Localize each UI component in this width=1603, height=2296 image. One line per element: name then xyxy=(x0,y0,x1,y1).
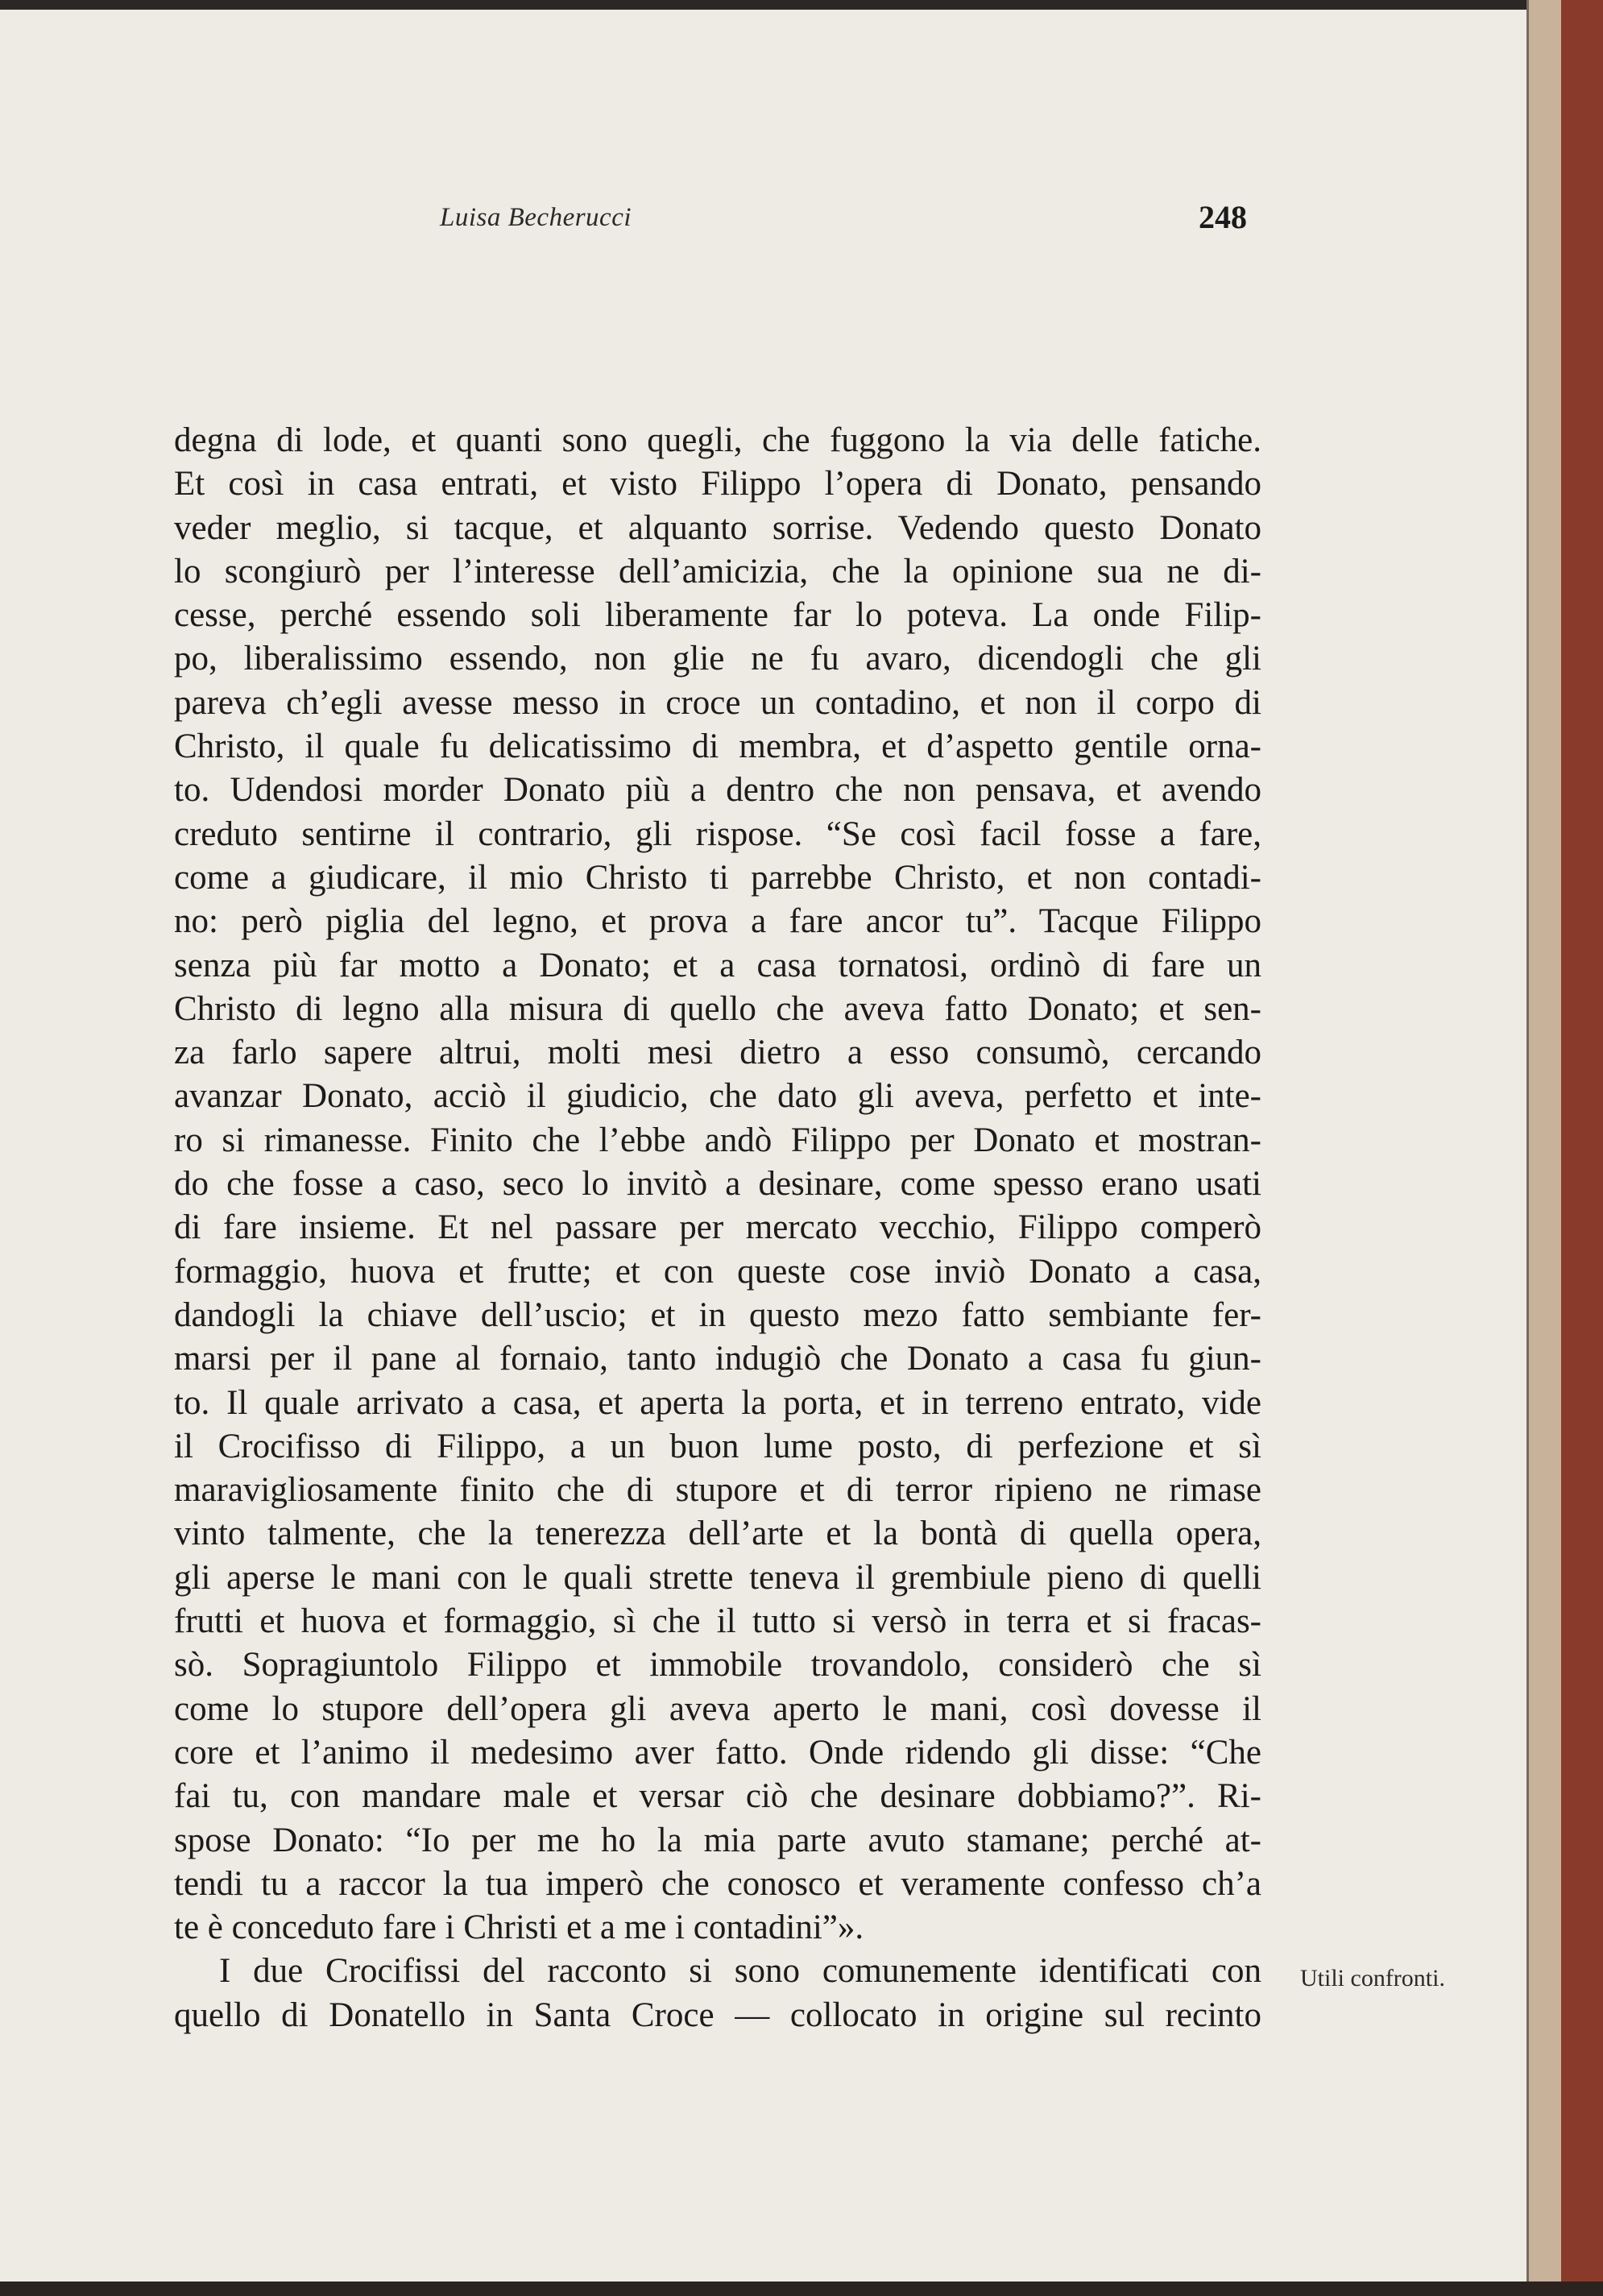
text-line: to. Udendosi morder Donato più a dentro che non pensava, et avendo xyxy=(174,771,1261,810)
text-line: sò. Sopragiuntolo Filippo et immobile trovandolo, considerò che sì xyxy=(174,1646,1261,1685)
text-line: come a giudicare, il mio Christo ti parrebbe Christo, et non contadi- xyxy=(174,858,1261,897)
book-page xyxy=(0,10,1526,2281)
adjacent-book-edge xyxy=(1526,0,1603,2296)
text-line: frutti et huova et formaggio, sì che il tutto si versò in terra et si fracas- xyxy=(174,1602,1261,1641)
text-line: vinto talmente, che la tenerezza dell’arte et la bontà di quella opera, xyxy=(174,1515,1261,1553)
text-line: Christo di legno alla misura di quello che aveva fatto Donato; et sen- xyxy=(174,989,1261,1028)
text-line-paragraph-start: I due Crocifissi del racconto si sono comunemente identificati con xyxy=(219,1952,1261,1991)
text-line: creduto sentirne il contrario, gli rispose. “Se così facil fosse a fare, xyxy=(174,814,1261,853)
margin-note: Utili confronti. xyxy=(1300,1965,1445,1991)
text-line: ro si rimanesse. Finito che l’ebbe andò Filippo per Donato et mostran- xyxy=(174,1121,1261,1159)
text-line: senza più far motto a Donato; et a casa tornatosi, ordinò di fare un xyxy=(174,946,1261,984)
text-line: do che fosse a caso, seco lo invitò a desinare, come spesso erano usati xyxy=(174,1165,1261,1204)
text-line: po, liberalissimo essendo, non glie ne fu avaro, dicendogli che gli xyxy=(174,640,1261,678)
text-line: to. Il quale arrivato a casa, et aperta la porta, et in terreno entrato, vide xyxy=(174,1383,1261,1422)
text-line: come lo stupore dell’opera gli aveva aperto le mani, così dovesse il xyxy=(174,1689,1261,1728)
text-line: gli aperse le mani con le quali strette teneva il grembiule pieno di quelli xyxy=(174,1558,1261,1597)
scan-bottom-edge xyxy=(0,2281,1603,2296)
text-line-paragraph-end: te è conceduto fare i Christi et a me i contadini”». xyxy=(174,1908,864,1947)
text-line: fai tu, con mandare male et versar ciò che desinare dobbiamo?”. Ri- xyxy=(174,1777,1261,1816)
text-line: il Crocifisso di Filippo, a un buon lume posto, di perfezione et sì xyxy=(174,1427,1261,1465)
text-line: lo scongiurò per l’interesse dell’amicizia, che la opinione sua ne di- xyxy=(174,552,1261,591)
text-line: avanzar Donato, acciò il giudicio, che dato gli aveva, perfetto et inte- xyxy=(174,1077,1261,1116)
text-line: formaggio, huova et frutte; et con queste cose inviò Donato a casa, xyxy=(174,1252,1261,1291)
book-cover-edge xyxy=(1561,0,1603,2296)
text-line: cesse, perché essendo soli liberamente far lo poteva. La onde Filip- xyxy=(174,596,1261,635)
scan-top-edge xyxy=(0,0,1603,10)
text-line: maravigliosamente finito che di stupore et di terror ripieno ne rimase xyxy=(174,1471,1261,1510)
text-line: no: però piglia del legno, et prova a fare ancor tu”. Tacque Filippo xyxy=(174,902,1261,941)
text-line: di fare insieme. Et nel passare per mercato vecchio, Filippo comperò xyxy=(174,1208,1261,1247)
page-number: 248 xyxy=(1199,199,1247,235)
running-head-author: Luisa Becherucci xyxy=(440,203,632,232)
text-line: spose Donato: “Io per me ho la mia parte avuto stamane; perché at- xyxy=(174,1821,1261,1859)
text-line: pareva ch’egli avesse messo in croce un contadino, et non il corpo di xyxy=(174,683,1261,722)
text-line: quello di Donatello in Santa Croce — collocato in origine sul recinto xyxy=(174,1996,1261,2034)
text-line: degna di lode, et quanti sono quegli, che fuggono la via delle fatiche. xyxy=(174,421,1261,459)
text-line: marsi per il pane al fornaio, tanto indugiò che Donato a casa fu giun- xyxy=(174,1340,1261,1378)
text-line: za farlo sapere altrui, molti mesi dietro a esso consumò, cercando xyxy=(174,1034,1261,1072)
body-text xyxy=(174,419,1261,2037)
text-line: Et così in casa entrati, et visto Filippo l’opera di Donato, pensando xyxy=(174,465,1261,504)
text-line: Christo, il quale fu delicatissimo di membra, et d’aspetto gentile orna- xyxy=(174,727,1261,766)
text-line: core et l’animo il medesimo aver fatto. Onde ridendo gli disse: “Che xyxy=(174,1733,1261,1772)
text-line: dandogli la chiave dell’uscio; et in questo mezo fatto sembiante fer- xyxy=(174,1295,1261,1334)
text-line: tendi tu a raccor la tua imperò che conosco et veramente confesso ch’a xyxy=(174,1864,1261,1903)
text-line: veder meglio, si tacque, et alquanto sorrise. Vedendo questo Donato xyxy=(174,508,1261,547)
